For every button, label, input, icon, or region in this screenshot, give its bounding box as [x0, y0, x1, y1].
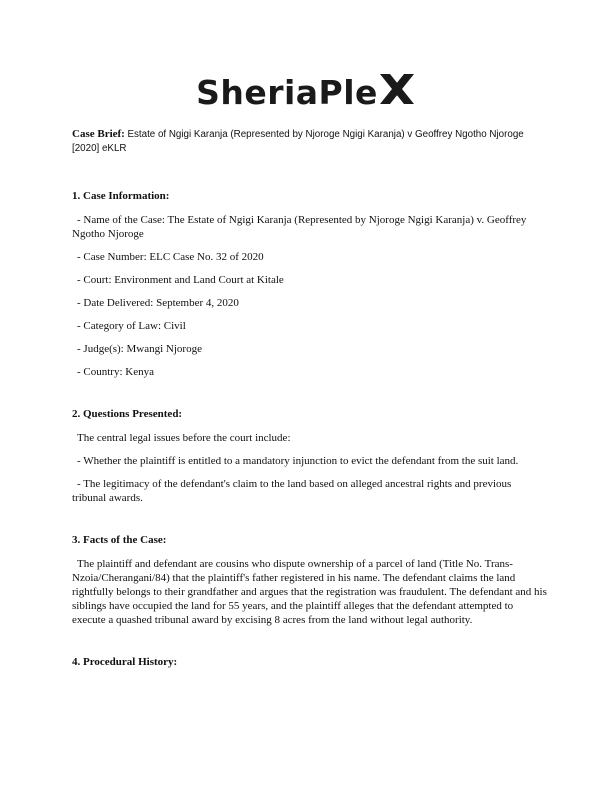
section-case-information	[72, 189, 547, 379]
case-brief-title	[72, 127, 547, 156]
questions-intro: The central legal issues before the court include:	[77, 432, 291, 444]
section-facts	[72, 533, 547, 627]
section-procedural-history	[72, 655, 547, 669]
section-heading: 4. Procedural History:	[72, 656, 178, 668]
section-questions-presented	[72, 407, 547, 505]
section-heading: 1. Case Information:	[72, 190, 170, 202]
case-brief-label: Case Brief:	[72, 128, 125, 140]
case-brief-text: Estate of Ngigi Karanja (Represented by Njoroge Ngigi Karanja) v Geoffrey Ngotho Njoroge [2020] eKLR	[72, 129, 524, 154]
info-item-category: - Category of Law: Civil	[77, 320, 186, 332]
question-item: - The legitimacy of the defendant's claim to the land based on alleged ancestral rights and previous tribunal awards.	[72, 478, 512, 504]
info-item-date: - Date Delivered: September 4, 2020	[77, 297, 239, 309]
logo-x-mark	[378, 72, 416, 111]
info-item-name: - Name of the Case: The Estate of Ngigi Karanja (Represented by Njoroge Ngigi Karanja) v. Geoffrey Ngotho Njoroge	[72, 214, 527, 240]
sheriaplex-logo	[0, 73, 612, 115]
info-item-case-number: - Case Number: ELC Case No. 32 of 2020	[77, 251, 264, 263]
section-heading: 3. Facts of the Case:	[72, 534, 167, 546]
facts-paragraph: The plaintiff and defendant are cousins who dispute ownership of a parcel of land (Title No. Trans-Nzoia/Cherangani/84) that the plaintiff's father registered in his name. The defendant claims the land rightfully belongs to their grandfather and argues that the registration was fraudulent. The defendant and his siblings have occupied the land for 55 years, and the plaintiff alleges that the defendant attempted to execute a quashed tribunal award by excising 8 acres from the land without legal authority.	[72, 558, 547, 626]
info-item-country: - Country: Kenya	[77, 366, 154, 378]
info-item-court: - Court: Environment and Land Court at Kitale	[77, 274, 284, 286]
brief-content	[72, 189, 547, 697]
info-item-judge: - Judge(s): Mwangi Njoroge	[77, 343, 202, 355]
question-item: - Whether the plaintiff is entitled to a mandatory injunction to evict the defendant from the suit land.	[77, 455, 519, 467]
logo-text: SheriaPle	[196, 73, 378, 112]
section-heading: 2. Questions Presented:	[72, 408, 183, 420]
